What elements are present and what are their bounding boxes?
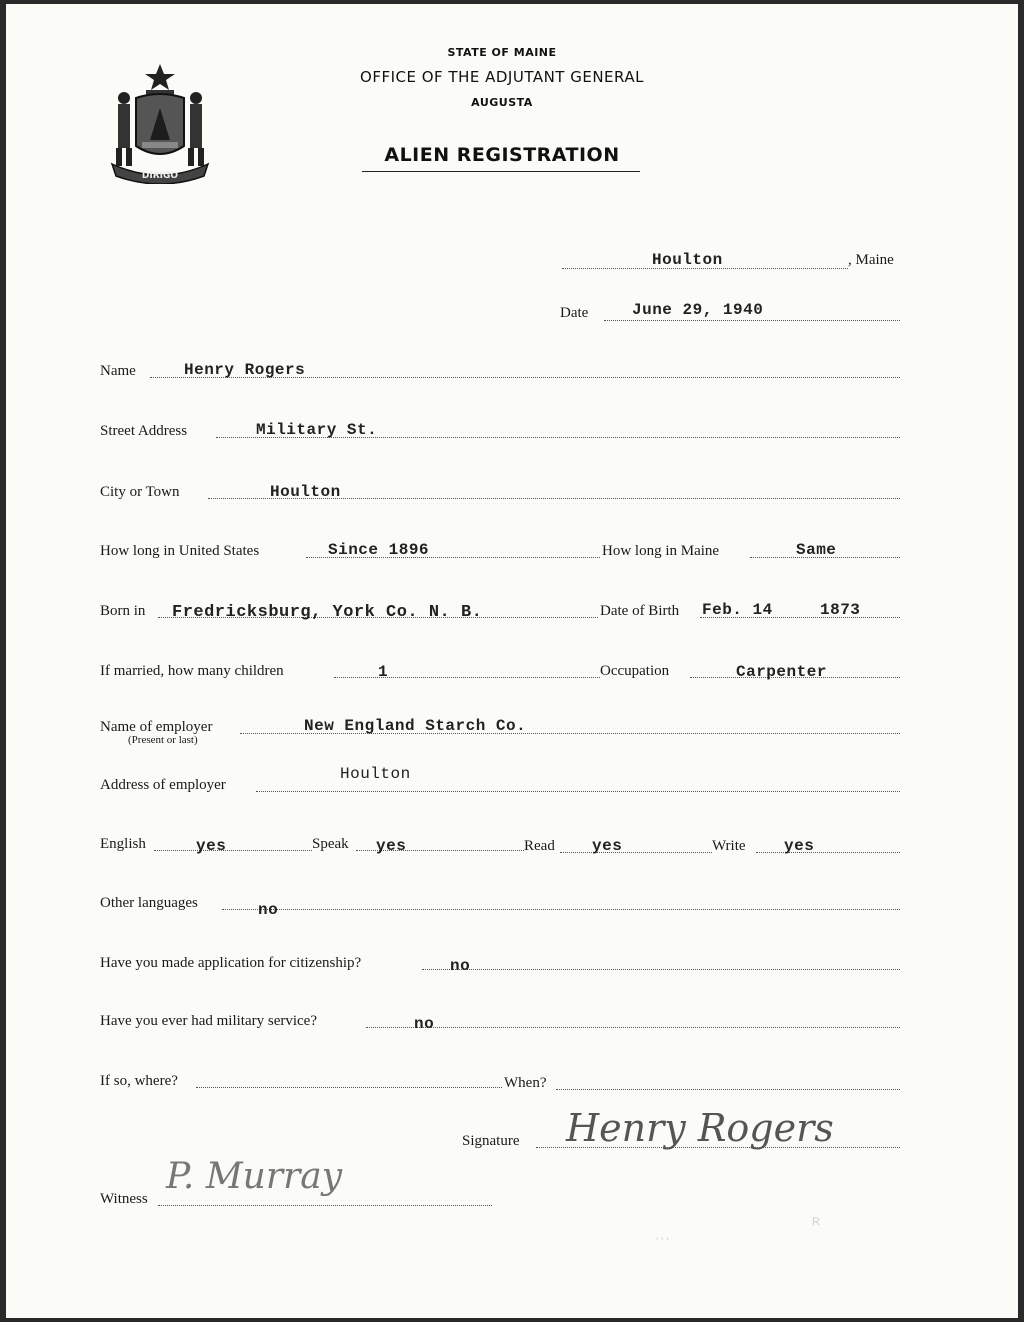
employer-label: Name of employer — [100, 719, 213, 735]
date-of-birth-label: Date of Birth — [600, 603, 680, 619]
speak-value: yes — [376, 837, 407, 855]
children-value: 1 — [378, 663, 389, 681]
write-value: yes — [784, 837, 815, 855]
how-long-us-label: How long in United States — [100, 543, 260, 559]
signature-value: Henry Rogers — [566, 1106, 834, 1150]
read-label: Read — [524, 838, 555, 854]
employer-address-value: Houlton — [340, 765, 411, 783]
speak-label: Speak — [312, 836, 349, 852]
citizenship-label: Have you made application for citizenship? — [100, 955, 362, 971]
header-state: STATE OF MAINE — [447, 46, 557, 59]
military-label: Have you ever had military service? — [100, 1013, 317, 1029]
employer-address-label: Address of employer — [100, 777, 226, 793]
witness-label: Witness — [100, 1191, 148, 1207]
occupation-value: Carpenter — [736, 663, 827, 681]
page-title: ALIEN REGISTRATION — [384, 144, 620, 166]
bleed-through-mark: R — [812, 1216, 820, 1228]
city-label: City or Town — [100, 484, 180, 500]
other-languages-label: Other languages — [100, 895, 198, 911]
where-label: If so, where? — [100, 1073, 178, 1089]
english-label: English — [100, 836, 146, 852]
military-value: no — [414, 1015, 435, 1033]
write-label: Write — [712, 838, 746, 854]
how-long-maine-value: Same — [796, 541, 837, 559]
occupation-label: Occupation — [600, 663, 670, 679]
born-in-label: Born in — [100, 603, 146, 619]
maine-state-seal-icon — [106, 60, 214, 184]
witness-value: P. Murray — [166, 1156, 343, 1197]
other-languages-value: no — [258, 901, 279, 919]
english-value: yes — [196, 837, 227, 855]
children-label: If married, how many children — [100, 663, 284, 679]
street-value: Military St. — [256, 421, 378, 439]
citizenship-value: no — [450, 957, 471, 975]
place-suffix: , Maine — [848, 252, 894, 268]
date-of-birth-year: 1873 — [820, 601, 861, 619]
street-label: Street Address — [100, 423, 188, 439]
seal-motto-text: DIRIGO — [141, 171, 179, 181]
how-long-us-value: Since 1896 — [328, 541, 430, 559]
date-of-birth-value: Feb. 14 — [702, 601, 773, 619]
date-label: Date — [560, 305, 589, 321]
when-label: When? — [504, 1075, 547, 1091]
registration-form — [6, 4, 1018, 1318]
header-city: AUGUSTA — [471, 96, 533, 109]
date-value: June 29, 1940 — [632, 301, 764, 319]
how-long-maine-label: How long in Maine — [602, 543, 720, 559]
read-value: yes — [592, 837, 623, 855]
place-value: Houlton — [652, 251, 723, 269]
employer-value: New England Starch Co. — [304, 717, 527, 735]
city-value: Houlton — [270, 483, 341, 501]
name-value: Henry Rogers — [184, 361, 306, 379]
signature-label: Signature — [462, 1133, 520, 1149]
name-label: Name — [100, 363, 136, 379]
employer-sublabel: (Present or last) — [128, 734, 198, 746]
title-underline — [362, 171, 640, 172]
header-office: OFFICE OF THE ADJUTANT GENERAL — [360, 68, 644, 86]
born-in-value: Fredricksburg, York Co. N. B. — [172, 603, 483, 622]
bleed-through-mark: ' ' ' — [656, 1236, 669, 1248]
